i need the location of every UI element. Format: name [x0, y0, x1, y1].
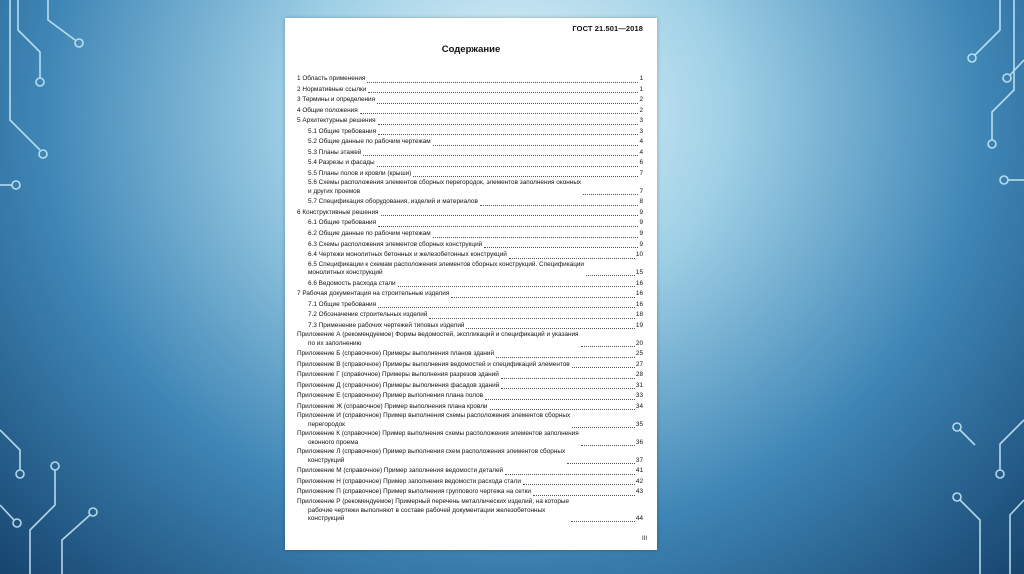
toc-entry-page: 3: [639, 117, 643, 125]
toc-entry-line: 5 Архитектурные решения: [297, 117, 376, 125]
toc-entry-line: 5.6 Схемы расположения элементов сборных перегородок, элементов заполнения оконных: [308, 179, 582, 187]
toc-entry-line: Приложение Б (справочное) Примеры выполнения планов зданий: [297, 350, 495, 358]
toc-entry-line: 7.1 Общие требования: [308, 300, 377, 308]
toc-entry-text: [308, 127, 376, 138]
table-of-contents: [297, 74, 643, 524]
toc-entry-text: [297, 116, 376, 127]
toc-dot-leader: [533, 494, 635, 496]
toc-entry-page: 8: [639, 198, 643, 206]
toc-entry: [297, 197, 643, 208]
toc-dot-leader: [490, 408, 635, 410]
toc-dot-leader: [586, 274, 635, 276]
toc-entry: [297, 137, 643, 148]
toc-dot-leader: [523, 483, 635, 485]
toc-entry-text: [308, 261, 584, 278]
toc-entry-line: Приложение Д (справочное) Примеры выполнения фасадов зданий: [297, 381, 500, 389]
toc-entry-page: 27: [635, 360, 643, 368]
toc-dot-leader: [368, 91, 638, 93]
toc-entry-page: 20: [635, 340, 643, 347]
toc-entry-page: 7: [639, 169, 643, 177]
toc-entry: [297, 331, 643, 348]
toc-entry: [297, 310, 643, 321]
toc-entry-page: 34: [635, 402, 643, 410]
toc-entry: [297, 74, 643, 85]
toc-entry-page: 1: [639, 85, 643, 93]
toc-dot-leader: [509, 257, 635, 259]
toc-entry-text: [297, 448, 565, 465]
toc-entry-line: Приложение Е (справочное) Пример выполнения плана полов: [297, 392, 484, 400]
toc-entry-page: 28: [635, 371, 643, 379]
toc-entry-line: Приложение Л (справочное) Пример выполнения схем расположения элементов сборных: [297, 448, 566, 456]
toc-entry-line: 2 Нормативные ссылки: [297, 85, 367, 93]
toc-entry-page: 35: [635, 421, 643, 429]
toc-entry: [297, 127, 643, 138]
toc-entry: [297, 300, 643, 311]
toc-entry-line: Приложение Н (справочное) Пример заполнения ведомости расхода стали: [297, 477, 521, 485]
toc-entry-text: [308, 218, 376, 229]
toc-entry-text: [297, 487, 531, 498]
toc-title: Содержание: [441, 44, 501, 55]
toc-entry-text: [308, 310, 427, 321]
toc-entry-page: 36: [635, 439, 643, 447]
toc-entry-text: [308, 179, 581, 196]
toc-dot-leader: [466, 327, 634, 329]
toc-entry: [297, 106, 643, 117]
toc-entry-text: [308, 300, 376, 311]
toc-dot-leader: [378, 123, 639, 125]
toc-entry-line: монолитных конструкций: [308, 269, 383, 277]
toc-dot-leader: [480, 204, 639, 206]
toc-entry-line: Приложение М (справочное) Пример заполнения ведомости деталей: [297, 467, 504, 475]
toc-entry-text: [308, 137, 431, 148]
toc-entry: [297, 321, 643, 332]
toc-entry-page: 9: [639, 208, 643, 216]
toc-entry: [297, 218, 643, 229]
toc-entry-line: Приложение П (справочное) Пример выполнения группового чертежа на сетки: [297, 488, 531, 496]
toc-entry: [297, 391, 643, 402]
toc-dot-leader: [572, 366, 635, 368]
toc-entry-page: 9: [639, 219, 643, 227]
toc-entry-page: 16: [635, 300, 643, 308]
toc-entry-line: 6.5 Спецификации к схемам расположения элементов сборных конструкций. Спецификации: [308, 260, 584, 268]
toc-entry-line: Приложение Ж (справочное) Пример выполнения плана кровли: [297, 402, 488, 410]
toc-dot-leader: [378, 225, 638, 227]
toc-entry-line: конструкций: [308, 457, 345, 464]
toc-entry-text: [308, 169, 411, 180]
toc-entry-line: 6.6 Ведомость расхода стали: [308, 279, 396, 287]
toc-entry-page: 4: [639, 138, 643, 146]
toc-entry-line: 6.4 Чертежи монолитных бетонных и железобетонных конструкций: [308, 251, 507, 259]
toc-entry-text: [308, 158, 375, 169]
toc-entry-line: 3 Термины и определения: [297, 96, 376, 104]
toc-entry-page: 16: [635, 279, 643, 287]
toc-entry-page: 18: [635, 311, 643, 319]
toc-entry-text: [308, 250, 507, 261]
toc-entry-line: оконного проема: [308, 439, 359, 447]
toc-entry-line: 6.2 Общие данные по рабочим чертежам: [308, 230, 431, 238]
toc-dot-leader: [501, 387, 635, 389]
toc-entry-line: Приложение Р (рекомендуемое) Примерный перечень металлических изделий, на которые: [297, 497, 570, 505]
toc-entry-page: 4: [639, 148, 643, 156]
toc-entry: [297, 179, 643, 196]
toc-dot-leader: [571, 520, 635, 522]
toc-entry-text: [297, 95, 375, 106]
toc-entry-page: 44: [635, 515, 643, 523]
toc-entry-line: конструкций: [308, 515, 345, 523]
toc-entry-text: [308, 148, 361, 159]
toc-entry-line: 7 Рабочая документация на строительные изделия: [297, 290, 450, 298]
toc-entry-page: 16: [635, 290, 643, 298]
toc-entry-line: по их заполнению: [308, 340, 362, 347]
toc-entry-page: 37: [635, 457, 643, 464]
toc-entry-page: 3: [639, 127, 643, 135]
toc-entry-page: 9: [639, 230, 643, 238]
document-code: ГОСТ 21.501—2018: [572, 24, 643, 33]
toc-entry-line: 7.2 Обозначение строительных изделий: [308, 311, 428, 319]
toc-dot-leader: [378, 306, 635, 308]
toc-entry: [297, 430, 643, 447]
toc-entry-line: рабочие чертежи выполняют в составе рабочей документации железобетонных: [308, 506, 546, 514]
toc-entry-line: Приложение К (справочное) Пример выполнения схемы расположения элементов заполнения: [297, 430, 579, 438]
toc-entry-line: 4 Общие положения: [297, 106, 358, 114]
toc-entry-line: 1 Область применения: [297, 75, 366, 82]
toc-entry: [297, 240, 643, 251]
toc-entry: [297, 381, 643, 392]
toc-entry: [297, 477, 643, 488]
toc-entry: [297, 360, 643, 371]
toc-entry-page: 25: [635, 350, 643, 358]
toc-entry: [297, 498, 643, 524]
toc-entry-line: 5.3 Планы этажей: [308, 148, 362, 156]
toc-entry-page: 41: [635, 467, 643, 475]
toc-dot-leader: [377, 165, 639, 167]
toc-entry-page: 42: [635, 477, 643, 485]
toc-entry-page: 2: [639, 106, 643, 114]
toc-entry-text: [297, 360, 570, 371]
toc-entry-line: перегородок: [308, 421, 345, 429]
toc-dot-leader: [378, 133, 638, 135]
toc-dot-leader: [367, 81, 638, 83]
toc-entry-text: [297, 412, 570, 429]
toc-entry-line: и других проемов: [308, 188, 361, 196]
toc-dot-leader: [433, 236, 639, 238]
toc-entry-page: 43: [635, 488, 643, 496]
toc-entry-text: [297, 498, 569, 524]
toc-entry-text: [308, 229, 431, 240]
toc-entry: [297, 412, 643, 429]
toc-entry-page: 15: [635, 269, 643, 277]
toc-entry: [297, 148, 643, 159]
toc-entry: [297, 402, 643, 413]
toc-entry-text: [308, 279, 396, 290]
toc-entry: [297, 116, 643, 127]
toc-entry: [297, 229, 643, 240]
toc-dot-leader: [484, 246, 638, 248]
document-page: [285, 18, 657, 550]
toc-entry-text: [308, 321, 464, 332]
toc-entry-text: [297, 402, 488, 413]
toc-entry-line: 5.4 Разрезы и фасады: [308, 159, 375, 167]
toc-dot-leader: [398, 285, 635, 287]
toc-entry-page: 6: [639, 159, 643, 167]
toc-entry: [297, 349, 643, 360]
toc-entry-text: [297, 289, 449, 300]
toc-entry-page: 9: [639, 240, 643, 248]
toc-dot-leader: [451, 296, 635, 298]
toc-entry-line: 5.2 Общие данные по рабочим чертежам: [308, 138, 431, 146]
toc-entry: [297, 279, 643, 290]
toc-entry-line: Приложение А (рекомендуемое) Формы ведомостей, экспликаций и спецификаций и указания: [297, 331, 579, 339]
toc-entry: [297, 261, 643, 278]
page-number: III: [641, 536, 647, 542]
toc-dot-leader: [505, 473, 635, 475]
toc-dot-leader: [485, 398, 635, 400]
toc-dot-leader: [360, 112, 639, 114]
toc-dot-leader: [583, 193, 638, 195]
toc-entry-text: [308, 197, 478, 208]
toc-dot-leader: [501, 377, 635, 379]
toc-entry-line: 6.3 Схемы расположения элементов сборных конструкций: [308, 240, 483, 248]
toc-entry-line: 6 Конструктивные решения: [297, 208, 379, 216]
toc-entry-text: [297, 370, 499, 381]
toc-entry-line: 5.5 Планы полов и кровли (крыши): [308, 169, 412, 177]
toc-entry-text: [297, 331, 579, 348]
toc-entry-text: [297, 349, 494, 360]
toc-entry-page: 10: [635, 251, 643, 259]
toc-entry-text: [297, 430, 579, 447]
toc-entry-page: 31: [635, 381, 643, 389]
toc-entry: [297, 448, 643, 465]
toc-entry-text: [297, 74, 365, 85]
toc-entry-line: Приложение Г (справочное) Примеры выполнения разрезов зданий: [297, 371, 499, 379]
toc-entry-text: [297, 208, 379, 219]
toc-entry-text: [297, 106, 358, 117]
toc-dot-leader: [496, 356, 635, 358]
toc-entry-page: 7: [639, 188, 643, 196]
toc-dot-leader: [381, 214, 639, 216]
toc-entry: [297, 487, 643, 498]
toc-entry: [297, 95, 643, 106]
toc-dot-leader: [429, 317, 634, 319]
toc-dot-leader: [567, 462, 635, 464]
toc-dot-leader: [413, 175, 638, 177]
toc-entry-text: [297, 466, 503, 477]
toc-entry: [297, 250, 643, 261]
toc-entry-text: [297, 381, 499, 392]
toc-dot-leader: [581, 345, 635, 347]
toc-dot-leader: [572, 426, 635, 428]
toc-entry-line: 5.7 Спецификация оборудования, изделий и материалов: [308, 198, 478, 206]
toc-entry: [297, 158, 643, 169]
toc-entry-line: 6.1 Общие требования: [308, 219, 377, 227]
toc-dot-leader: [433, 144, 639, 146]
toc-entry-text: [308, 240, 482, 251]
toc-dot-leader: [581, 444, 635, 446]
toc-entry-text: [297, 85, 366, 96]
toc-entry-line: 7.3 Применение рабочих чертежей типовых изделий: [308, 321, 465, 329]
toc-entry-line: Приложение И (справочное) Пример выполнения схемы расположения элементов сборных: [297, 412, 571, 420]
toc-entry: [297, 85, 643, 96]
toc-entry-page: 1: [639, 75, 643, 82]
toc-entry: [297, 370, 643, 381]
toc-entry-line: 5.1 Общие требования: [308, 127, 377, 135]
toc-entry-line: Приложение В (справочное) Примеры выполнения ведомостей и спецификаций элементов: [297, 360, 570, 368]
toc-entry-text: [297, 477, 521, 488]
toc-dot-leader: [377, 102, 638, 104]
toc-entry: [297, 208, 643, 219]
toc-entry-page: 19: [635, 321, 643, 329]
toc-entry: [297, 169, 643, 180]
toc-entry-page: 2: [639, 96, 643, 104]
toc-entry: [297, 466, 643, 477]
toc-entry-text: [297, 391, 483, 402]
toc-entry-page: 33: [635, 392, 643, 400]
toc-dot-leader: [363, 154, 638, 156]
toc-entry: [297, 289, 643, 300]
